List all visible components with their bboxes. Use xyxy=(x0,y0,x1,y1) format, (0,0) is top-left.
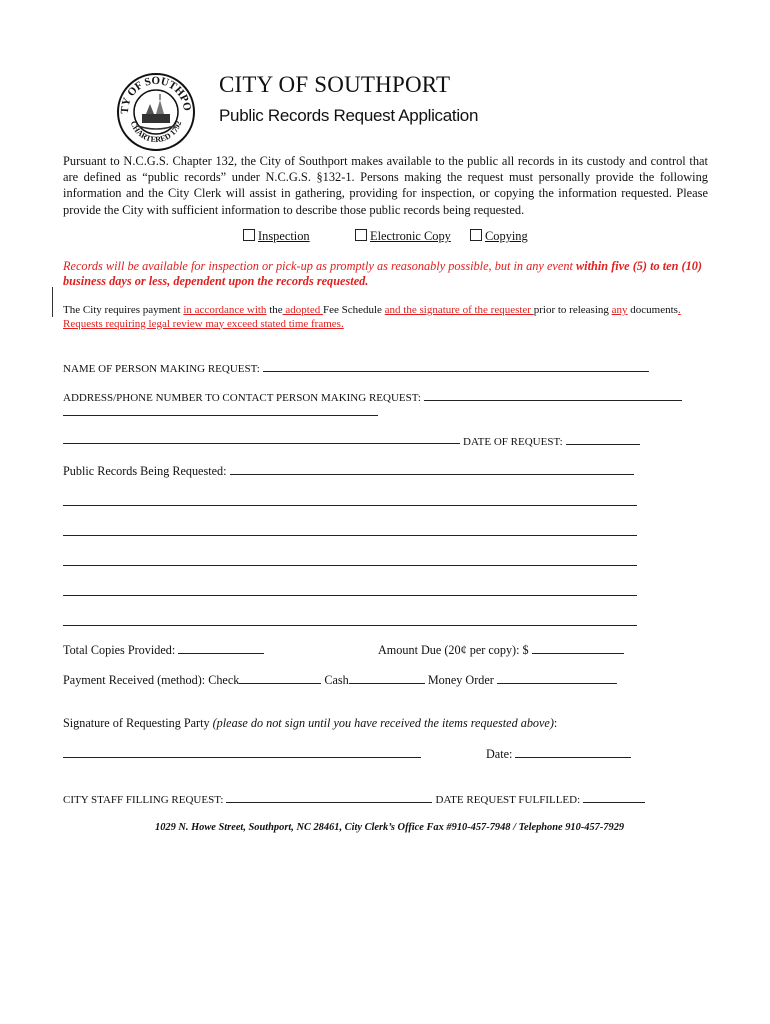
payment-text: prior to releasing xyxy=(533,304,612,316)
payment-text: the xyxy=(266,304,283,316)
check-label: Check xyxy=(208,673,240,687)
address-field-row xyxy=(63,389,682,405)
payment-text: Fee Schedule xyxy=(322,304,385,316)
signature-label: Signature of Requesting Party xyxy=(63,716,210,730)
page-title: CITY OF SOUTHPORT xyxy=(219,72,451,97)
checkbox-label: Electronic Copy xyxy=(370,229,451,243)
records-input-line[interactable] xyxy=(63,595,637,596)
inserted-text: . xyxy=(677,304,681,316)
total-copies-label: Total Copies Provided: xyxy=(63,643,176,657)
notice-text: Records will be available for inspection or pick-up as promptly as reasonably possible, but in any event xyxy=(63,259,576,273)
city-seal-logo xyxy=(116,72,196,152)
inserted-text: adopted xyxy=(282,304,323,316)
notice-emphasis: within five (5) to ten (10) business days or less, dependent upon the records requested. xyxy=(63,259,703,288)
address-label: ADDRESS/PHONE NUMBER TO CONTACT PERSON MAKING REQUEST: xyxy=(63,392,421,404)
check-input[interactable] xyxy=(239,672,321,684)
inserted-text: and the signature of the requester xyxy=(384,304,534,316)
payment-note xyxy=(63,304,713,331)
svg-text:CHARTERED 1792: CHARTERED 1792 xyxy=(128,119,184,145)
cash-label: Cash xyxy=(324,673,349,687)
records-input-line[interactable] xyxy=(63,535,637,536)
inserted-text: in accordance with xyxy=(183,304,267,316)
date-of-request-row xyxy=(463,433,640,449)
amount-due-input[interactable] xyxy=(532,642,624,654)
date-of-request-input[interactable] xyxy=(566,433,640,445)
records-field-row xyxy=(63,463,634,479)
checkbox-label: Inspection xyxy=(258,229,310,243)
signature-date-row xyxy=(486,746,631,762)
signature-note: (please do not sign until you have received the items requested above) xyxy=(212,716,554,730)
records-input-line[interactable] xyxy=(63,505,637,506)
payment-text: documents xyxy=(627,304,678,316)
records-input-line[interactable] xyxy=(63,625,637,626)
page-subtitle: Public Records Request Application xyxy=(219,106,479,125)
total-copies-input[interactable] xyxy=(178,642,264,654)
records-label: Public Records Being Requested: xyxy=(63,464,227,478)
checkbox-inspection[interactable] xyxy=(243,229,310,244)
cash-input[interactable] xyxy=(349,672,425,684)
signature-colon: : xyxy=(553,716,558,730)
availability-notice xyxy=(63,259,713,289)
total-copies-row xyxy=(63,642,264,658)
money-order-label: Money Order xyxy=(427,673,494,687)
checkbox-icon[interactable] xyxy=(355,229,367,241)
name-label: NAME OF PERSON MAKING REQUEST: xyxy=(63,363,260,375)
checkbox-icon[interactable] xyxy=(243,229,255,241)
svg-text:CITY OF SOUTHPORT: TY OF SOUTHPO xyxy=(118,74,194,115)
money-order-input[interactable] xyxy=(497,672,617,684)
records-input-line[interactable] xyxy=(63,565,637,566)
staff-label: CITY STAFF FILLING REQUEST: xyxy=(63,794,224,806)
signature-date-input[interactable] xyxy=(515,746,631,758)
revision-bar xyxy=(52,287,53,317)
fulfilled-label: DATE REQUEST FULFILLED: xyxy=(435,794,581,806)
signature-input[interactable] xyxy=(63,757,421,758)
payment-method-row xyxy=(63,672,617,688)
amount-due-row xyxy=(378,642,624,658)
address-input-line3[interactable] xyxy=(63,443,460,444)
name-field-row xyxy=(63,360,649,376)
date-of-request-label: DATE OF REQUEST: xyxy=(463,436,563,448)
staff-row xyxy=(63,791,645,807)
checkbox-icon[interactable] xyxy=(470,229,482,241)
legal-review-note: Requests requiring legal review may exceed stated time frames. xyxy=(63,317,344,330)
intro-paragraph: Pursuant to N.C.G.S. Chapter 132, the City of Southport makes available to the public all records in its custody and control that are defined as “public records” under N.C.G.S. §132-1. Persons making the request must personally provide the following information and the City Clerk will assist in gathering, providing for inspection, or copying the information requested. Please provide the City with sufficient information to describe those public records being requested. xyxy=(63,154,708,217)
inserted-text: any xyxy=(611,304,628,316)
address-input-line2[interactable] xyxy=(63,415,378,416)
address-input[interactable] xyxy=(424,389,682,401)
payment-method-label: Payment Received (method): xyxy=(63,673,206,687)
signature-row xyxy=(63,716,557,731)
checkbox-copying[interactable] xyxy=(470,229,528,244)
amount-due-label: Amount Due (20¢ per copy): $ xyxy=(378,643,529,657)
footer-address: 1029 N. Howe Street, Southport, NC 28461, City Clerk’s Office Fax #910-457-7948 / Telephone 910-457-7929 xyxy=(155,822,625,833)
signature-date-label: Date: xyxy=(486,747,513,761)
fulfilled-input[interactable] xyxy=(583,791,645,803)
checkbox-electronic-copy[interactable] xyxy=(355,229,451,244)
staff-input[interactable] xyxy=(226,791,432,803)
records-input[interactable] xyxy=(230,463,634,475)
payment-text: The City requires payment xyxy=(63,304,184,316)
name-input[interactable] xyxy=(263,360,649,372)
checkbox-label: Copying xyxy=(485,229,528,243)
